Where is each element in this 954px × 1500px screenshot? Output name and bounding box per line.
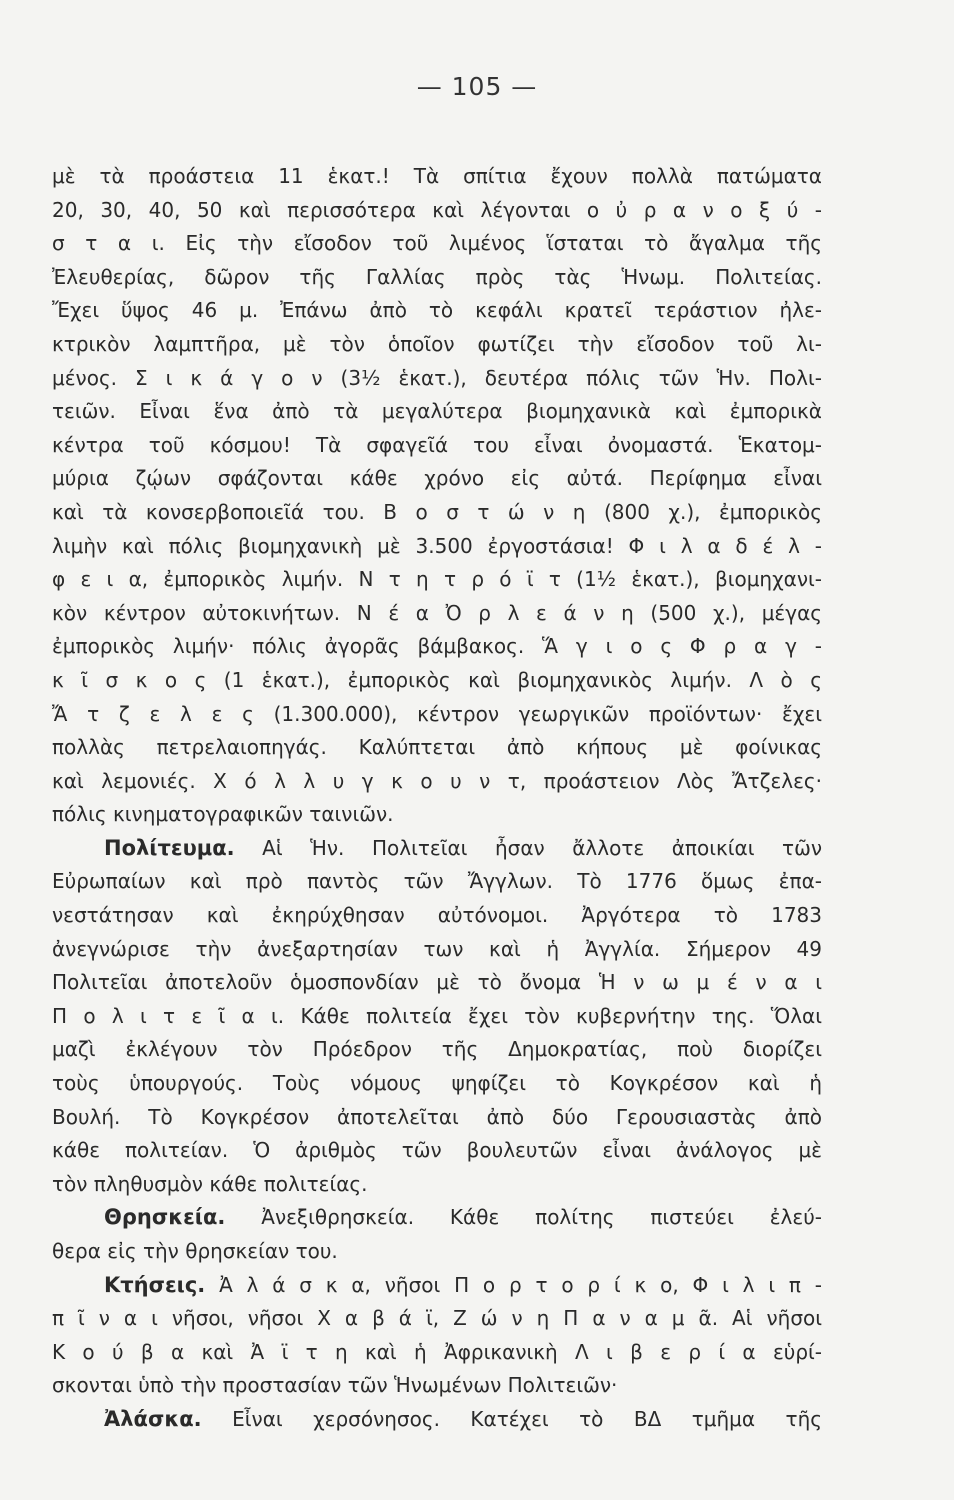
page-number: — 105 — xyxy=(416,72,538,101)
line-text: 20, 30, 40, 50 καὶ περισσότερα καὶ λέγονται ο ὐ ρ α ν ο ξ ύ - xyxy=(52,197,822,222)
line-text: π ῖ ν α ι νῆσοι, νῆσοι Χ α β ά ϊ, Ζ ώ ν η Π α ν α μ ᾶ. Αἱ νῆσοι xyxy=(52,1306,822,1331)
text-line xyxy=(52,261,822,295)
section-heading: Ἀλάσκα. xyxy=(104,1406,202,1431)
line-text: πολλὰς πετρελαιοπηγάς. Καλύπτεται ἀπὸ κήπους μὲ φοίνικας xyxy=(52,735,822,760)
line-text: Εὐρωπαίων καὶ πρὸ παντὸς τῶν Ἄγγλων. Τὸ 1776 ὅμως ἐπα- xyxy=(52,869,822,894)
text-line xyxy=(52,899,822,933)
text-line xyxy=(52,1067,822,1101)
line-text: φ ε ι α, ἐμπορικὸς λιμήν. Ν τ η τ ρ ό ϊ τ (1½ ἑκατ.), βιομηχανι- xyxy=(52,567,822,592)
line-text: Π ο λ ι τ ε ῖ α ι. Κάθε πολιτεία ἔχει τὸν κυβερνήτην της. Ὅλαι xyxy=(52,1003,822,1028)
text-line xyxy=(52,1269,822,1303)
text-line xyxy=(52,1336,822,1370)
line-text: τειῶν. Εἶναι ἕνα ἀπὸ τὰ μεγαλύτερα βιομηχανικὰ καὶ ἐμπορικὰ xyxy=(52,399,822,424)
line-text: Κ ο ύ β α καὶ Ἀ ϊ τ η καὶ ἡ Ἀφρικανικὴ Λ ι β ε ρ ί α εὑρί- xyxy=(52,1339,822,1364)
section-heading: Πολίτευμα. xyxy=(104,835,235,860)
line-text: μαζὶ ἐκλέγουν τὸν Πρόεδρον τῆς Δημοκρατίας, ποὺ διορίζει xyxy=(52,1037,822,1062)
line-text: λιμὴν καὶ πόλις βιομηχανικὴ μὲ 3.500 ἐργοστάσια! Φ ι λ α δ έ λ - xyxy=(52,533,822,558)
line-text: τοὺς ὑπουργούς. Τοὺς νόμους ψηφίζει τὸ Κογκρέσον καὶ ἡ xyxy=(52,1071,822,1096)
text-line xyxy=(52,1302,822,1336)
text-line xyxy=(52,429,822,463)
section-heading: Θρησκεία. xyxy=(104,1205,226,1230)
text-line xyxy=(52,698,822,732)
text-line xyxy=(52,664,822,698)
text-line xyxy=(52,1369,822,1403)
text-line xyxy=(52,530,822,564)
line-text: Ἀ λ ά σ κ α, νῆσοι Π ο ρ τ ο ρ ί κ ο, Φ ι λ ι π - xyxy=(205,1272,822,1297)
line-text: κὸν κέντρον αὐτοκινήτων. Ν έ α Ὀ ρ λ ε ά ν η (500 χ.), μέγας xyxy=(52,600,822,625)
text-line xyxy=(52,1201,822,1235)
line-text: Βουλή. Τὸ Κογκρέσον ἀποτελεῖται ἀπὸ δύο Γερουσιαστὰς ἀπὸ xyxy=(52,1104,822,1129)
line-text: μύρια ζῴων σφάζονται κάθε χρόνο εἰς αὐτά. Περίφημα εἶναι xyxy=(52,466,822,491)
line-text: θερα εἰς τὴν θρησκείαν του. xyxy=(52,1239,338,1263)
text-line xyxy=(52,294,822,328)
line-text: Αἱ Ἡν. Πολιτεῖαι ἦσαν ἄλλοτε ἀποικίαι τῶν xyxy=(234,835,822,860)
line-text: Πολιτεῖαι ἀποτελοῦν ὁμοσπονδίαν μὲ τὸ ὄνομα Ἡ ν ω μ έ ν α ι xyxy=(52,970,822,995)
text-line xyxy=(52,966,822,1000)
text-line xyxy=(52,1168,822,1202)
line-text: κάθε πολιτείαν. Ὁ ἀριθμὸς τῶν βουλευτῶν εἶναι ἀνάλογος μὲ xyxy=(52,1138,822,1163)
body-text xyxy=(52,160,822,1437)
line-text: Ἐλευθερίας, δῶρον τῆς Γαλλίας πρὸς τὰς Ἡνωμ. Πολιτείας. xyxy=(52,264,822,289)
line-text: κέντρα τοῦ κόσμου! Τὰ σφαγεῖά του εἶναι ὀνομαστά. Ἑκατομ- xyxy=(52,432,822,457)
text-line xyxy=(52,798,822,832)
line-text: Εἶναι χερσόνησος. Κατέχει τὸ ΒΔ τμῆμα τῆς xyxy=(201,1406,822,1431)
text-line xyxy=(52,362,822,396)
text-line xyxy=(52,160,822,194)
line-text: πόλις κινηματογραφικῶν ταινιῶν. xyxy=(52,802,394,827)
text-line xyxy=(52,1000,822,1034)
section-heading: Κτήσεις. xyxy=(104,1272,206,1297)
line-text: καὶ τὰ κονσερβοποιεῖά του. Β ο σ τ ώ ν η (800 χ.), ἐμπορικὸς xyxy=(52,499,822,524)
text-line xyxy=(52,630,822,664)
line-text: σκονται ὑπὸ τὴν προστασίαν τῶν Ἡνωμένων Πολιτειῶν· xyxy=(52,1373,618,1398)
line-text: ἐμπορικὸς λιμήν· πόλις ἀγορᾶς βάμβακος. Ἅ γ ι ο ς Φ ρ α γ - xyxy=(52,634,822,659)
text-line xyxy=(52,1134,822,1168)
text-line xyxy=(52,765,822,799)
text-line xyxy=(52,933,822,967)
text-line xyxy=(52,328,822,362)
text-line xyxy=(52,731,822,765)
line-text: μένος. Σ ι κ ά γ ο ν (3½ ἑκατ.), δευτέρα πόλις τῶν Ἡν. Πολι- xyxy=(52,365,822,390)
text-line xyxy=(52,462,822,496)
text-line xyxy=(52,395,822,429)
line-text: τὸν πληθυσμὸν κάθε πολιτείας. xyxy=(52,1171,368,1196)
line-text: καὶ λεμονιές. Χ ό λ λ υ γ κ ο υ ν τ, προάστειον Λὸς Ἄτζελες· xyxy=(52,768,822,793)
text-line xyxy=(52,496,822,530)
line-text: ἀνεγνώρισε τὴν ἀνεξαρτησίαν των καὶ ἡ Ἀγγλία. Σήμερον 49 xyxy=(52,936,822,961)
text-line xyxy=(52,1235,822,1269)
line-text: Ἀνεξιθρησκεία. Κάθε πολίτης πιστεύει ἐλεύ- xyxy=(225,1205,822,1230)
text-line xyxy=(52,227,822,261)
text-line xyxy=(52,865,822,899)
line-text: νεστάτησαν καὶ ἐκηρύχθησαν αὐτόνομοι. Ἀργότερα τὸ 1783 xyxy=(52,903,822,928)
text-line xyxy=(52,563,822,597)
line-text: Ἔχει ὕψος 46 μ. Ἐπάνω ἀπὸ τὸ κεφάλι κρατεῖ τεράστιον ἠλε- xyxy=(52,298,822,323)
text-line xyxy=(52,832,822,866)
text-line xyxy=(52,1403,822,1437)
line-text: Ἄ τ ζ ε λ ε ς (1.300.000), κέντρον γεωργικῶν προϊόντων· ἔχει xyxy=(52,701,822,726)
text-line xyxy=(52,1033,822,1067)
line-text: σ τ α ι. Εἰς τὴν εἴσοδον τοῦ λιμένος ἵσταται τὸ ἄγαλμα τῆς xyxy=(52,231,822,256)
line-text: κτρικὸν λαμπτῆρα, μὲ τὸν ὁποῖον φωτίζει τὴν εἴσοδον τοῦ λι- xyxy=(52,331,822,356)
text-line xyxy=(52,194,822,228)
text-line xyxy=(52,597,822,631)
line-text: κ ῖ σ κ ο ς (1 ἑκατ.), ἐμπορικὸς καὶ βιομηχανικὸς λιμήν. Λ ὸ ς xyxy=(52,667,822,692)
line-text: μὲ τὰ προάστεια 11 ἑκατ.! Τὰ σπίτια ἔχουν πολλὰ πατώματα xyxy=(52,164,822,188)
text-line xyxy=(52,1101,822,1135)
